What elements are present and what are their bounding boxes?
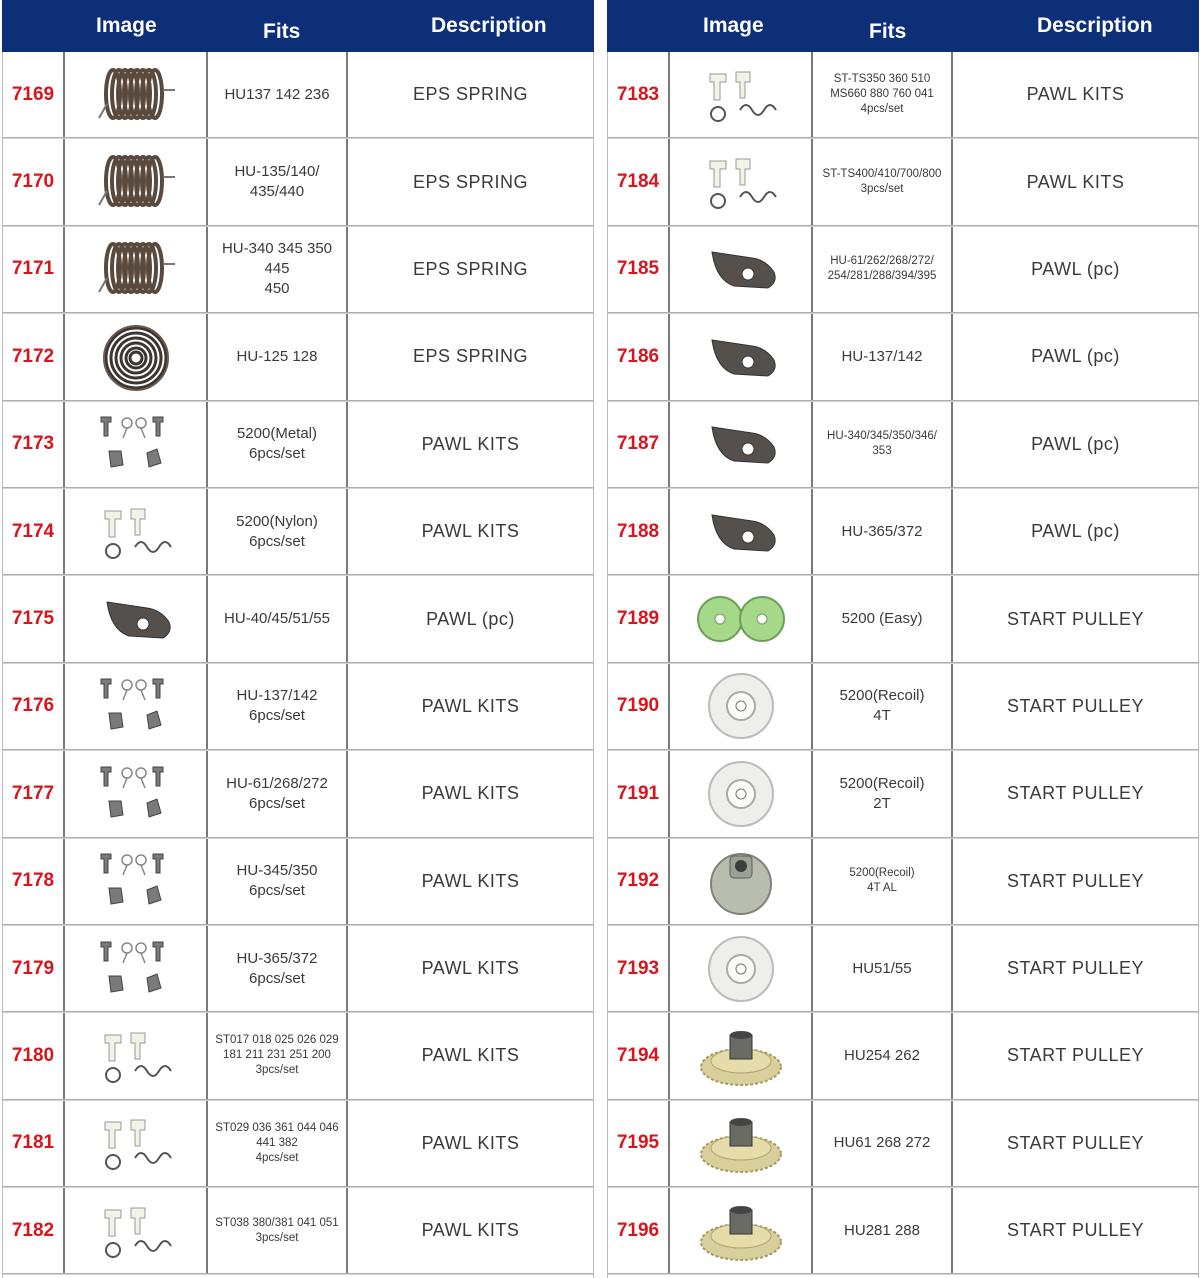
table-row [608, 839, 1198, 926]
pawl-kit-icon [91, 846, 181, 916]
pawl-icon [696, 322, 786, 392]
table-row [3, 576, 593, 663]
table-body [2, 52, 594, 1278]
fits-models: 5200 (Easy) [813, 576, 953, 661]
part-number: 7175 [3, 576, 65, 661]
column-header-description: Description [1037, 14, 1153, 37]
table-row [608, 1013, 1198, 1100]
pawl-kit-icon [91, 759, 181, 829]
part-number: 7194 [608, 1013, 670, 1098]
part-description: PAWL (pc) [1031, 433, 1120, 454]
part-number: 7191 [608, 751, 670, 836]
part-number: 7183 [608, 52, 670, 137]
part-description: START PULLEY [1006, 958, 1145, 979]
column-header-fits: Fits [263, 20, 301, 43]
table-row [3, 664, 593, 751]
fits-models: HU-365/372 6pcs/set [208, 926, 348, 1011]
part-image [65, 839, 208, 924]
part-description: PAWL (pc) [1031, 346, 1120, 367]
part-number: 7177 [3, 751, 65, 836]
column-header-fits: Fits [869, 20, 907, 43]
pawl-icon [696, 497, 786, 567]
part-image [65, 227, 208, 312]
fits-models: HU-61/262/268/272/ 254/281/288/394/395 [813, 227, 953, 312]
torsion-spring-icon [91, 147, 181, 217]
part-number: 7180 [3, 1013, 65, 1098]
part-image [65, 1101, 208, 1186]
table-row [3, 1101, 593, 1188]
part-image [65, 576, 208, 661]
fits-models: HU-61/268/272 6pcs/set [208, 751, 348, 836]
pawl-kit-icon [91, 671, 181, 741]
part-image [670, 52, 813, 137]
part-image [65, 1013, 208, 1098]
part-number: 7196 [608, 1188, 670, 1273]
part-number: 7193 [608, 926, 670, 1011]
part-number: 7189 [608, 576, 670, 661]
part-number: 7172 [3, 314, 65, 399]
table-row [608, 664, 1198, 751]
part-image [65, 402, 208, 487]
fits-models: HU-40/45/51/55 [208, 576, 348, 661]
pawl-icon [91, 584, 181, 654]
fits-models: HU61 268 272 [813, 1101, 953, 1186]
part-image [670, 489, 813, 574]
catalog-table-right [607, 0, 1199, 1278]
part-description: START PULLEY [1006, 1220, 1145, 1241]
table-row [608, 314, 1198, 401]
table-row [608, 227, 1198, 314]
part-image [65, 52, 208, 137]
part-image [670, 139, 813, 224]
torsion-spring-icon [91, 60, 181, 130]
fits-models: HU281 288 [813, 1188, 953, 1273]
part-image [670, 1188, 813, 1273]
part-image [65, 926, 208, 1011]
fits-models: 5200(Nylon) 6pcs/set [208, 489, 348, 574]
torsion-spring-icon [91, 234, 181, 304]
part-number: 7185 [608, 227, 670, 312]
white-pulley-icon [696, 759, 786, 829]
part-image [670, 664, 813, 749]
table-row [3, 839, 593, 926]
fits-models: 5200(Recoil) 2T [813, 751, 953, 836]
fits-models: HU137 142 236 [208, 52, 348, 137]
part-image [65, 139, 208, 224]
part-image [670, 751, 813, 836]
table-row [608, 139, 1198, 226]
part-image [670, 402, 813, 487]
part-number: 7181 [3, 1101, 65, 1186]
fits-models: HU254 262 [813, 1013, 953, 1098]
pawl-kit-icon [91, 934, 181, 1004]
part-number: 7176 [3, 664, 65, 749]
table-row [3, 227, 593, 314]
nylon-pawl-kit-icon [91, 497, 181, 567]
part-image [65, 664, 208, 749]
part-number: 7186 [608, 314, 670, 399]
part-number: 7187 [608, 402, 670, 487]
part-description: PAWL KITS [421, 1132, 520, 1153]
part-description: EPS SPRING [412, 346, 529, 367]
table-row [3, 139, 593, 226]
table-row [608, 1101, 1198, 1188]
part-description: PAWL KITS [421, 433, 520, 454]
fits-models: 5200(Recoil) 4T AL [813, 839, 953, 924]
table-row [3, 52, 593, 139]
part-description: PAWL KITS [1026, 84, 1125, 105]
fits-models: HU-135/140/ 435/440 [208, 139, 348, 224]
pawl-icon [696, 234, 786, 304]
part-description: PAWL KITS [421, 521, 520, 542]
part-description: PAWL KITS [1026, 171, 1125, 192]
part-image [670, 1013, 813, 1098]
fits-models: HU-365/372 [813, 489, 953, 574]
part-description: PAWL KITS [421, 1220, 520, 1241]
column-header-image: Image [703, 14, 764, 37]
table-row [608, 52, 1198, 139]
part-number: 7192 [608, 839, 670, 924]
white-pulley-icon [696, 934, 786, 1004]
part-description: EPS SPRING [412, 258, 529, 279]
table-row [3, 1188, 593, 1275]
table-header [607, 0, 1199, 52]
fits-models: ST017 018 025 026 029 181 211 231 251 200 3pcs/set [208, 1013, 348, 1098]
part-description: EPS SPRING [412, 171, 529, 192]
part-image [670, 839, 813, 924]
fits-models: HU-137/142 [813, 314, 953, 399]
fits-models: HU51/55 [813, 926, 953, 1011]
part-image [670, 1101, 813, 1186]
table-row [608, 751, 1198, 838]
fits-models: HU-125 128 [208, 314, 348, 399]
gear-pulley-icon [696, 1108, 786, 1178]
fits-models: 5200(Recoil) 4T [813, 664, 953, 749]
table-body [607, 52, 1199, 1278]
part-number: 7173 [3, 402, 65, 487]
part-image [65, 489, 208, 574]
part-image [670, 314, 813, 399]
pawl-icon [696, 409, 786, 479]
part-image [670, 576, 813, 661]
part-number: 7171 [3, 227, 65, 312]
part-description: START PULLEY [1006, 783, 1145, 804]
table-row [608, 1188, 1198, 1275]
part-number: 7184 [608, 139, 670, 224]
column-header-image: Image [96, 14, 157, 37]
part-description: PAWL KITS [421, 783, 520, 804]
part-description: START PULLEY [1006, 1045, 1145, 1066]
part-number: 7174 [3, 489, 65, 574]
table-row [3, 489, 593, 576]
part-description: PAWL KITS [421, 870, 520, 891]
table-row [3, 314, 593, 401]
fits-models: 5200(Metal) 6pcs/set [208, 402, 348, 487]
part-number: 7195 [608, 1101, 670, 1186]
part-image [65, 751, 208, 836]
part-description: START PULLEY [1006, 870, 1145, 891]
gear-pulley-icon [696, 1021, 786, 1091]
nylon-pawl-kit-icon [91, 1196, 181, 1266]
part-number: 7169 [3, 52, 65, 137]
white-pulley-icon [696, 671, 786, 741]
spiral-spring-icon [91, 322, 181, 392]
gear-pulley-icon [696, 1196, 786, 1266]
part-number: 7178 [3, 839, 65, 924]
table-row [3, 751, 593, 838]
part-description: PAWL (pc) [1031, 258, 1120, 279]
part-image [65, 1188, 208, 1273]
column-header-description: Description [431, 14, 547, 37]
table-row [3, 1013, 593, 1100]
table-row [3, 402, 593, 489]
part-number: 7179 [3, 926, 65, 1011]
part-description: START PULLEY [1006, 608, 1145, 629]
green-pulley-icon [696, 584, 786, 654]
fits-models: HU-340 345 350 445 450 [208, 227, 348, 312]
part-description: START PULLEY [1006, 1132, 1145, 1153]
table-row [608, 489, 1198, 576]
part-description: PAWL (pc) [1031, 521, 1120, 542]
part-description: PAWL (pc) [426, 608, 515, 629]
part-number: 7190 [608, 664, 670, 749]
nylon-pawl-kit-icon [696, 147, 786, 217]
catalog-table-left [2, 0, 594, 1278]
nylon-pawl-kit-icon [91, 1108, 181, 1178]
fits-models: ST038 380/381 041 051 3pcs/set [208, 1188, 348, 1273]
part-number: 7170 [3, 139, 65, 224]
part-description: PAWL KITS [421, 695, 520, 716]
part-description: EPS SPRING [412, 84, 529, 105]
part-description: PAWL KITS [421, 958, 520, 979]
part-number: 7182 [3, 1188, 65, 1273]
fits-models: HU-345/350 6pcs/set [208, 839, 348, 924]
part-image [65, 314, 208, 399]
table-row [3, 926, 593, 1013]
nylon-pawl-kit-icon [696, 60, 786, 130]
fits-models: HU-137/142 6pcs/set [208, 664, 348, 749]
table-row [608, 576, 1198, 663]
table-row [608, 926, 1198, 1013]
metal-pulley-icon [696, 846, 786, 916]
fits-models: ST029 036 361 044 046 441 382 4pcs/set [208, 1101, 348, 1186]
table-header [2, 0, 594, 52]
fits-models: ST-TS400/410/700/800 3pcs/set [813, 139, 953, 224]
fits-models: ST-TS350 360 510 MS660 880 760 041 4pcs/set [813, 52, 953, 137]
table-row [608, 402, 1198, 489]
part-description: START PULLEY [1006, 695, 1145, 716]
part-number: 7188 [608, 489, 670, 574]
pawl-kit-icon [91, 409, 181, 479]
fits-models: HU-340/345/350/346/ 353 [813, 402, 953, 487]
part-description: PAWL KITS [421, 1045, 520, 1066]
part-image [670, 926, 813, 1011]
part-image [670, 227, 813, 312]
nylon-pawl-kit-icon [91, 1021, 181, 1091]
